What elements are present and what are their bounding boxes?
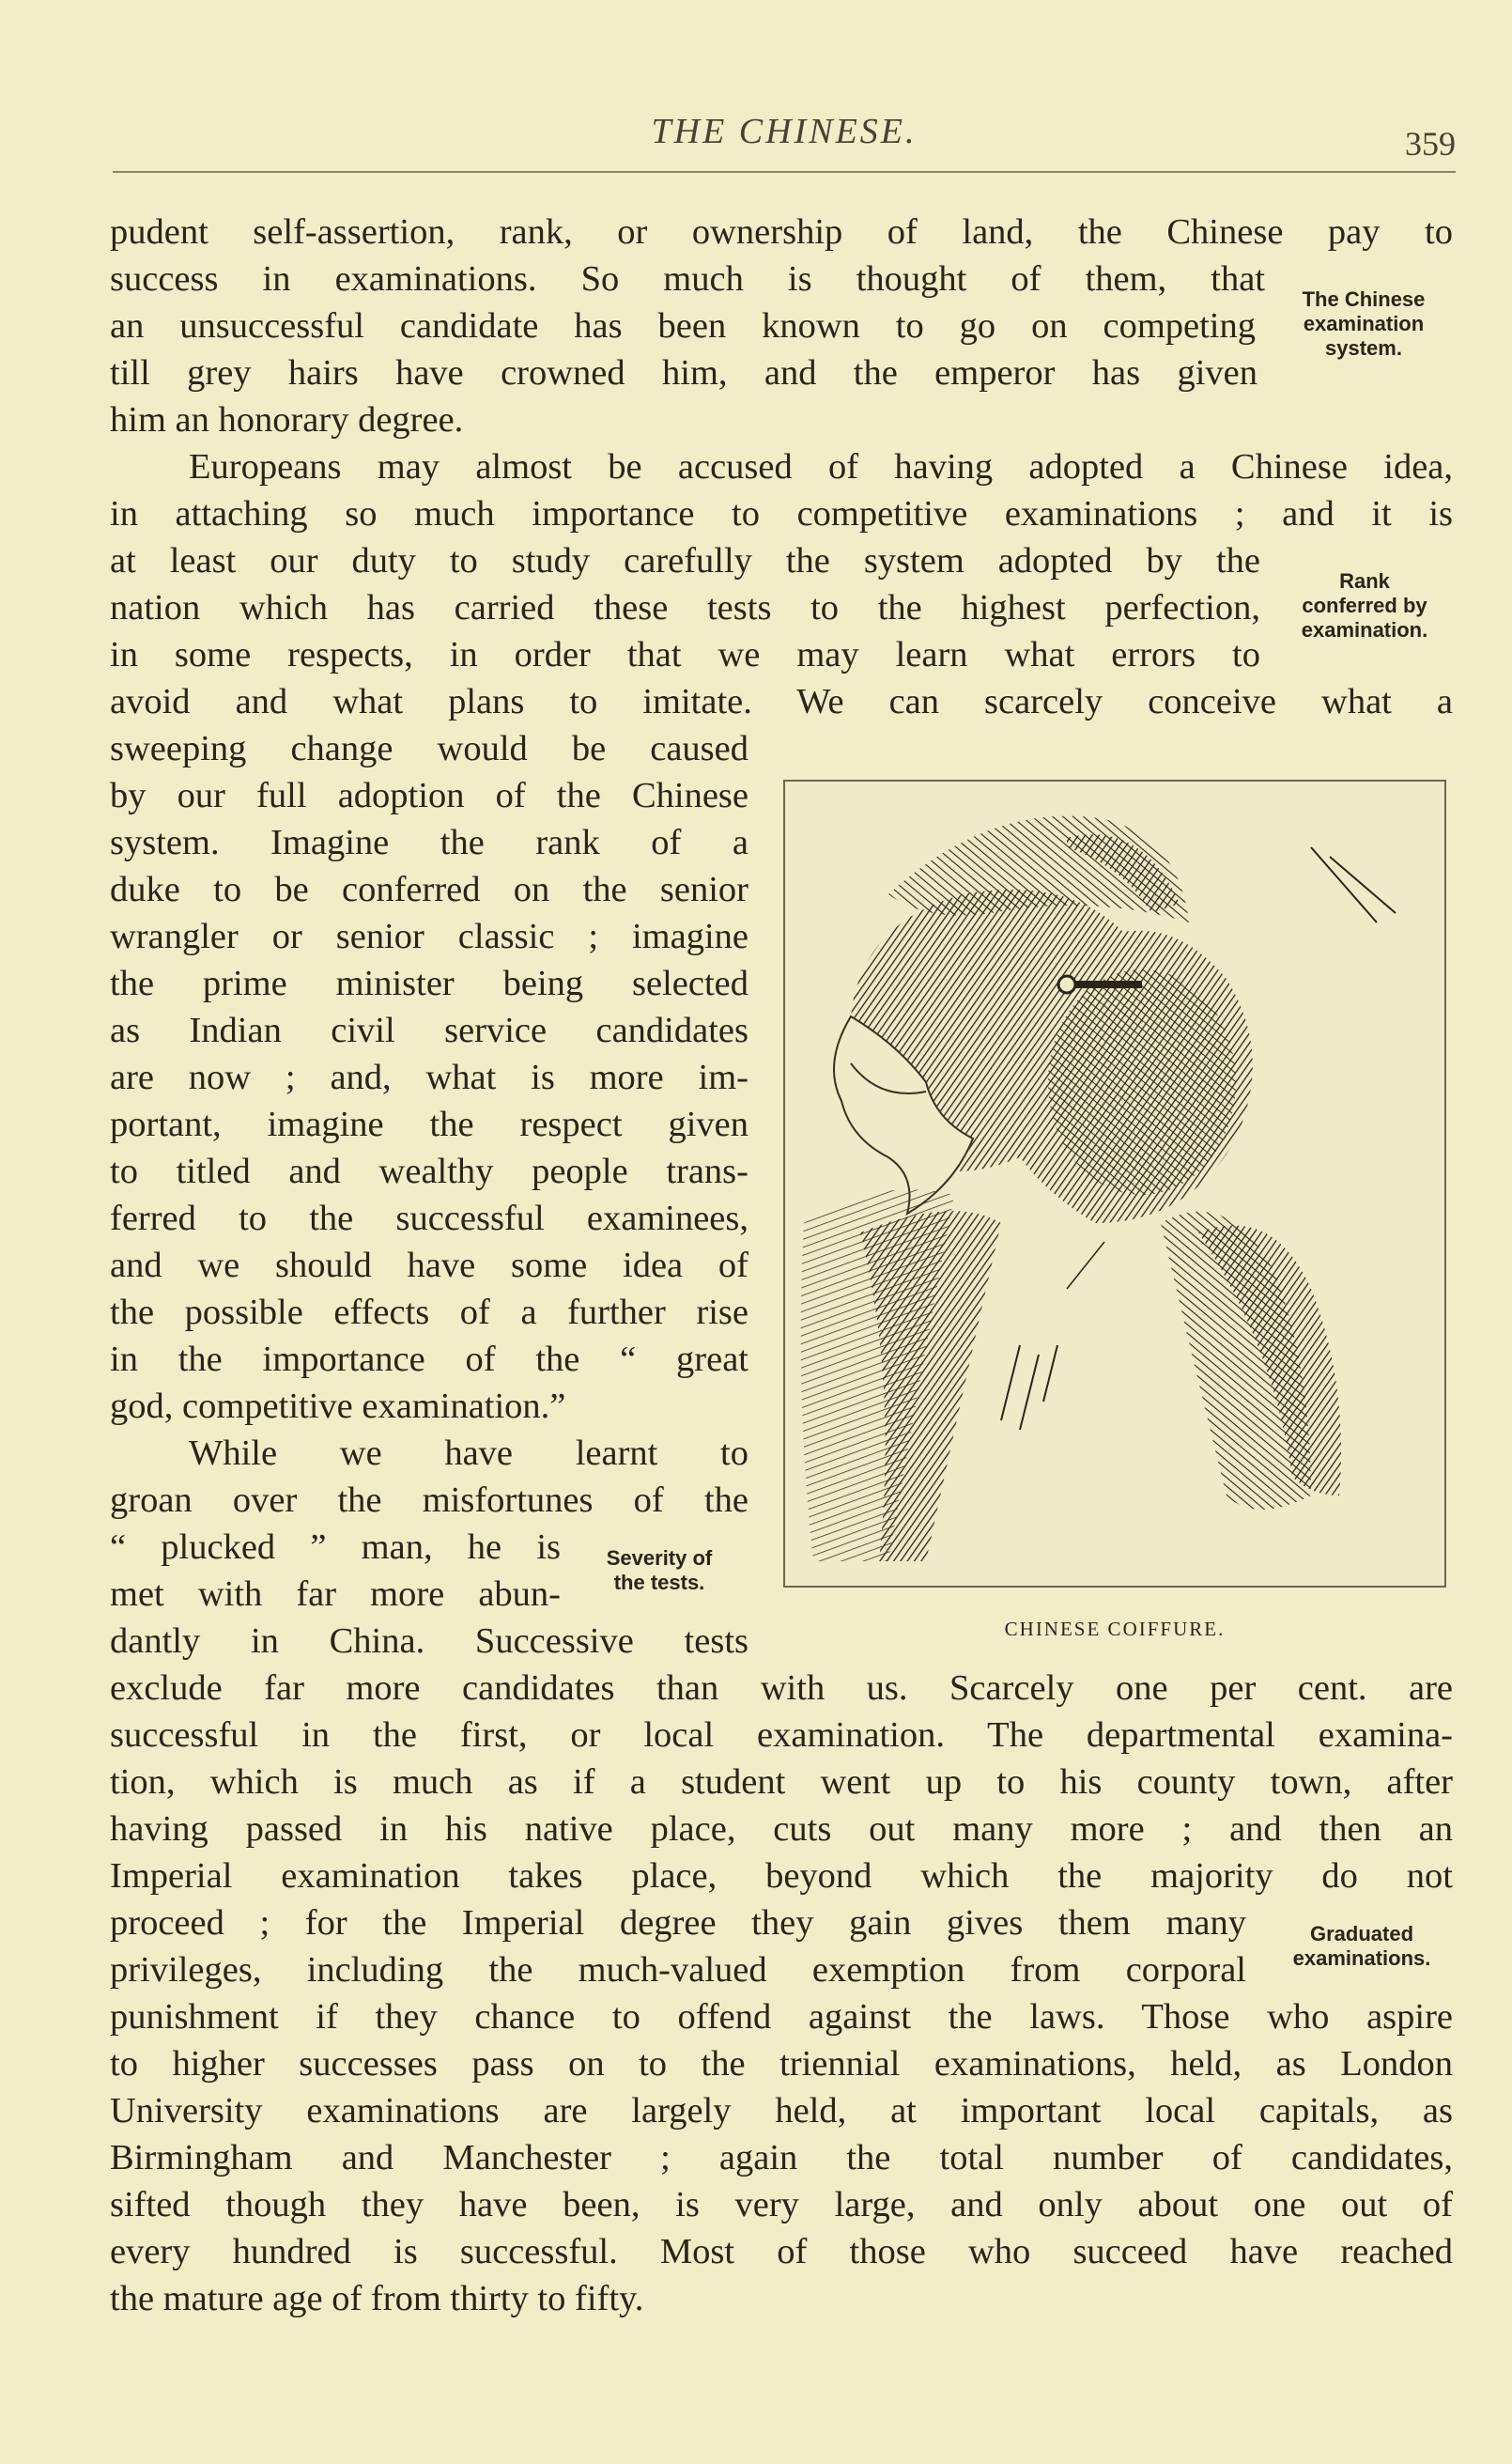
text-line: punishment if they chance to offend against the laws. Those who aspire (110, 1997, 1453, 2037)
text-line: are now ; and, what is more im- (110, 1058, 748, 1097)
text-line: avoid and what plans to imitate. We can scarcely conceive what a (110, 682, 1453, 721)
text-line: at least our duty to study carefully the system adopted by the (110, 541, 1260, 581)
text-line: by our full adoption of the Chinese (110, 776, 748, 815)
side-note-rank-conferred (1266, 569, 1463, 643)
text-line: nation which has carried these tests to the highest perfection, (110, 588, 1260, 628)
text-line: an unsuccessful candidate has been known to go on competing (110, 306, 1256, 346)
side-note-graduated (1268, 1922, 1456, 1971)
running-title: THE CHINESE. (651, 112, 918, 151)
text-line: University examinations are largely held, at important local capitals, as (110, 2091, 1453, 2131)
figure-caption: CHINESE COIFFURE. (1004, 1618, 1226, 1640)
text-line: duke to be conferred on the senior (110, 870, 748, 909)
text-line: wrangler or senior classic ; imagine (110, 917, 748, 956)
side-note-line: the tests. (613, 1571, 705, 1594)
text-line: having passed in his native place, cuts out many more ; and then an (110, 1809, 1453, 1849)
text-line: dantly in China. Successive tests (110, 1621, 748, 1661)
side-note-line: Rank (1339, 569, 1390, 593)
side-note-examination-system (1270, 287, 1458, 361)
side-note-severity (575, 1546, 744, 1595)
side-note-line: examinations. (1292, 1946, 1431, 1970)
text-line: in some respects, in order that we may learn what errors to (110, 635, 1260, 674)
side-note-line: Severity of (606, 1546, 713, 1570)
text-line: groan over the misfortunes of the (110, 1480, 748, 1520)
text-line: god, competitive examination.” (110, 1387, 566, 1426)
header-rule (113, 171, 1456, 173)
text-line: pudent self-assertion, rank, or ownership of land, the Chinese pay to (110, 212, 1453, 252)
figure-illustration (783, 780, 1446, 1588)
text-line: Birmingham and Manchester ; again the total number of candidates, (110, 2138, 1453, 2177)
text-line: privileges, including the much-valued exemption from corporal (110, 1950, 1246, 1990)
page-header (113, 111, 1456, 167)
text-line: tion, which is much as if a student went up to his county town, after (110, 1762, 1453, 1802)
text-line: and we should have some idea of (110, 1246, 748, 1285)
text-line: the prime minister being selected (110, 964, 748, 1003)
text-line: exclude far more candidates than with us. Scarcely one per cent. are (110, 1668, 1453, 1708)
side-note-line: examination (1303, 312, 1425, 335)
text-line: While we have learnt to (189, 1433, 748, 1473)
text-line: in the importance of the “ great (110, 1340, 748, 1379)
side-note-line: The Chinese (1302, 287, 1426, 311)
text-line: successful in the first, or local examination. The departmental examina- (110, 1715, 1453, 1755)
text-line: success in examinations. So much is thought of them, that (110, 259, 1265, 299)
text-line: to titled and wealthy people trans- (110, 1152, 748, 1191)
text-line: Europeans may almost be accused of having adopted a Chinese idea, (189, 447, 1453, 487)
text-line: to higher successes pass on to the triennial examinations, held, as London (110, 2044, 1453, 2084)
text-line: the mature age of from thirty to fifty. (110, 2279, 644, 2318)
text-line: proceed ; for the Imperial degree they gain gives them many (110, 1903, 1246, 1943)
text-line: ferred to the successful examinees, (110, 1199, 748, 1238)
coiffure-engraving (785, 782, 1444, 1586)
text-line: Imperial examination takes place, beyond which the majority do not (110, 1856, 1453, 1896)
text-line: every hundred is successful. Most of those who succeed have reached (110, 2232, 1453, 2271)
page-number: 359 (1405, 125, 1456, 163)
side-note-line: conferred by (1302, 594, 1427, 617)
side-note-line: system. (1325, 336, 1402, 360)
text-line: as Indian civil service candidates (110, 1011, 748, 1050)
text-line: in attaching so much importance to competitive examinations ; and it is (110, 494, 1453, 534)
text-line: system. Imagine the rank of a (110, 823, 748, 862)
text-line: sweeping change would be caused (110, 729, 748, 768)
text-line: sifted though they have been, is very large, and only about one out of (110, 2185, 1453, 2224)
text-line: portant, imagine the respect given (110, 1105, 748, 1144)
text-line: met with far more abun- (110, 1574, 561, 1614)
text-line: till grey hairs have crowned him, and the emperor has given (110, 353, 1257, 393)
side-note-line: examination. (1301, 618, 1428, 642)
text-line: the possible effects of a further rise (110, 1293, 748, 1332)
side-note-line: Graduated (1309, 1922, 1414, 1945)
text-line: “ plucked ” man, he is (110, 1527, 561, 1567)
text-line: him an honorary degree. (110, 400, 464, 440)
